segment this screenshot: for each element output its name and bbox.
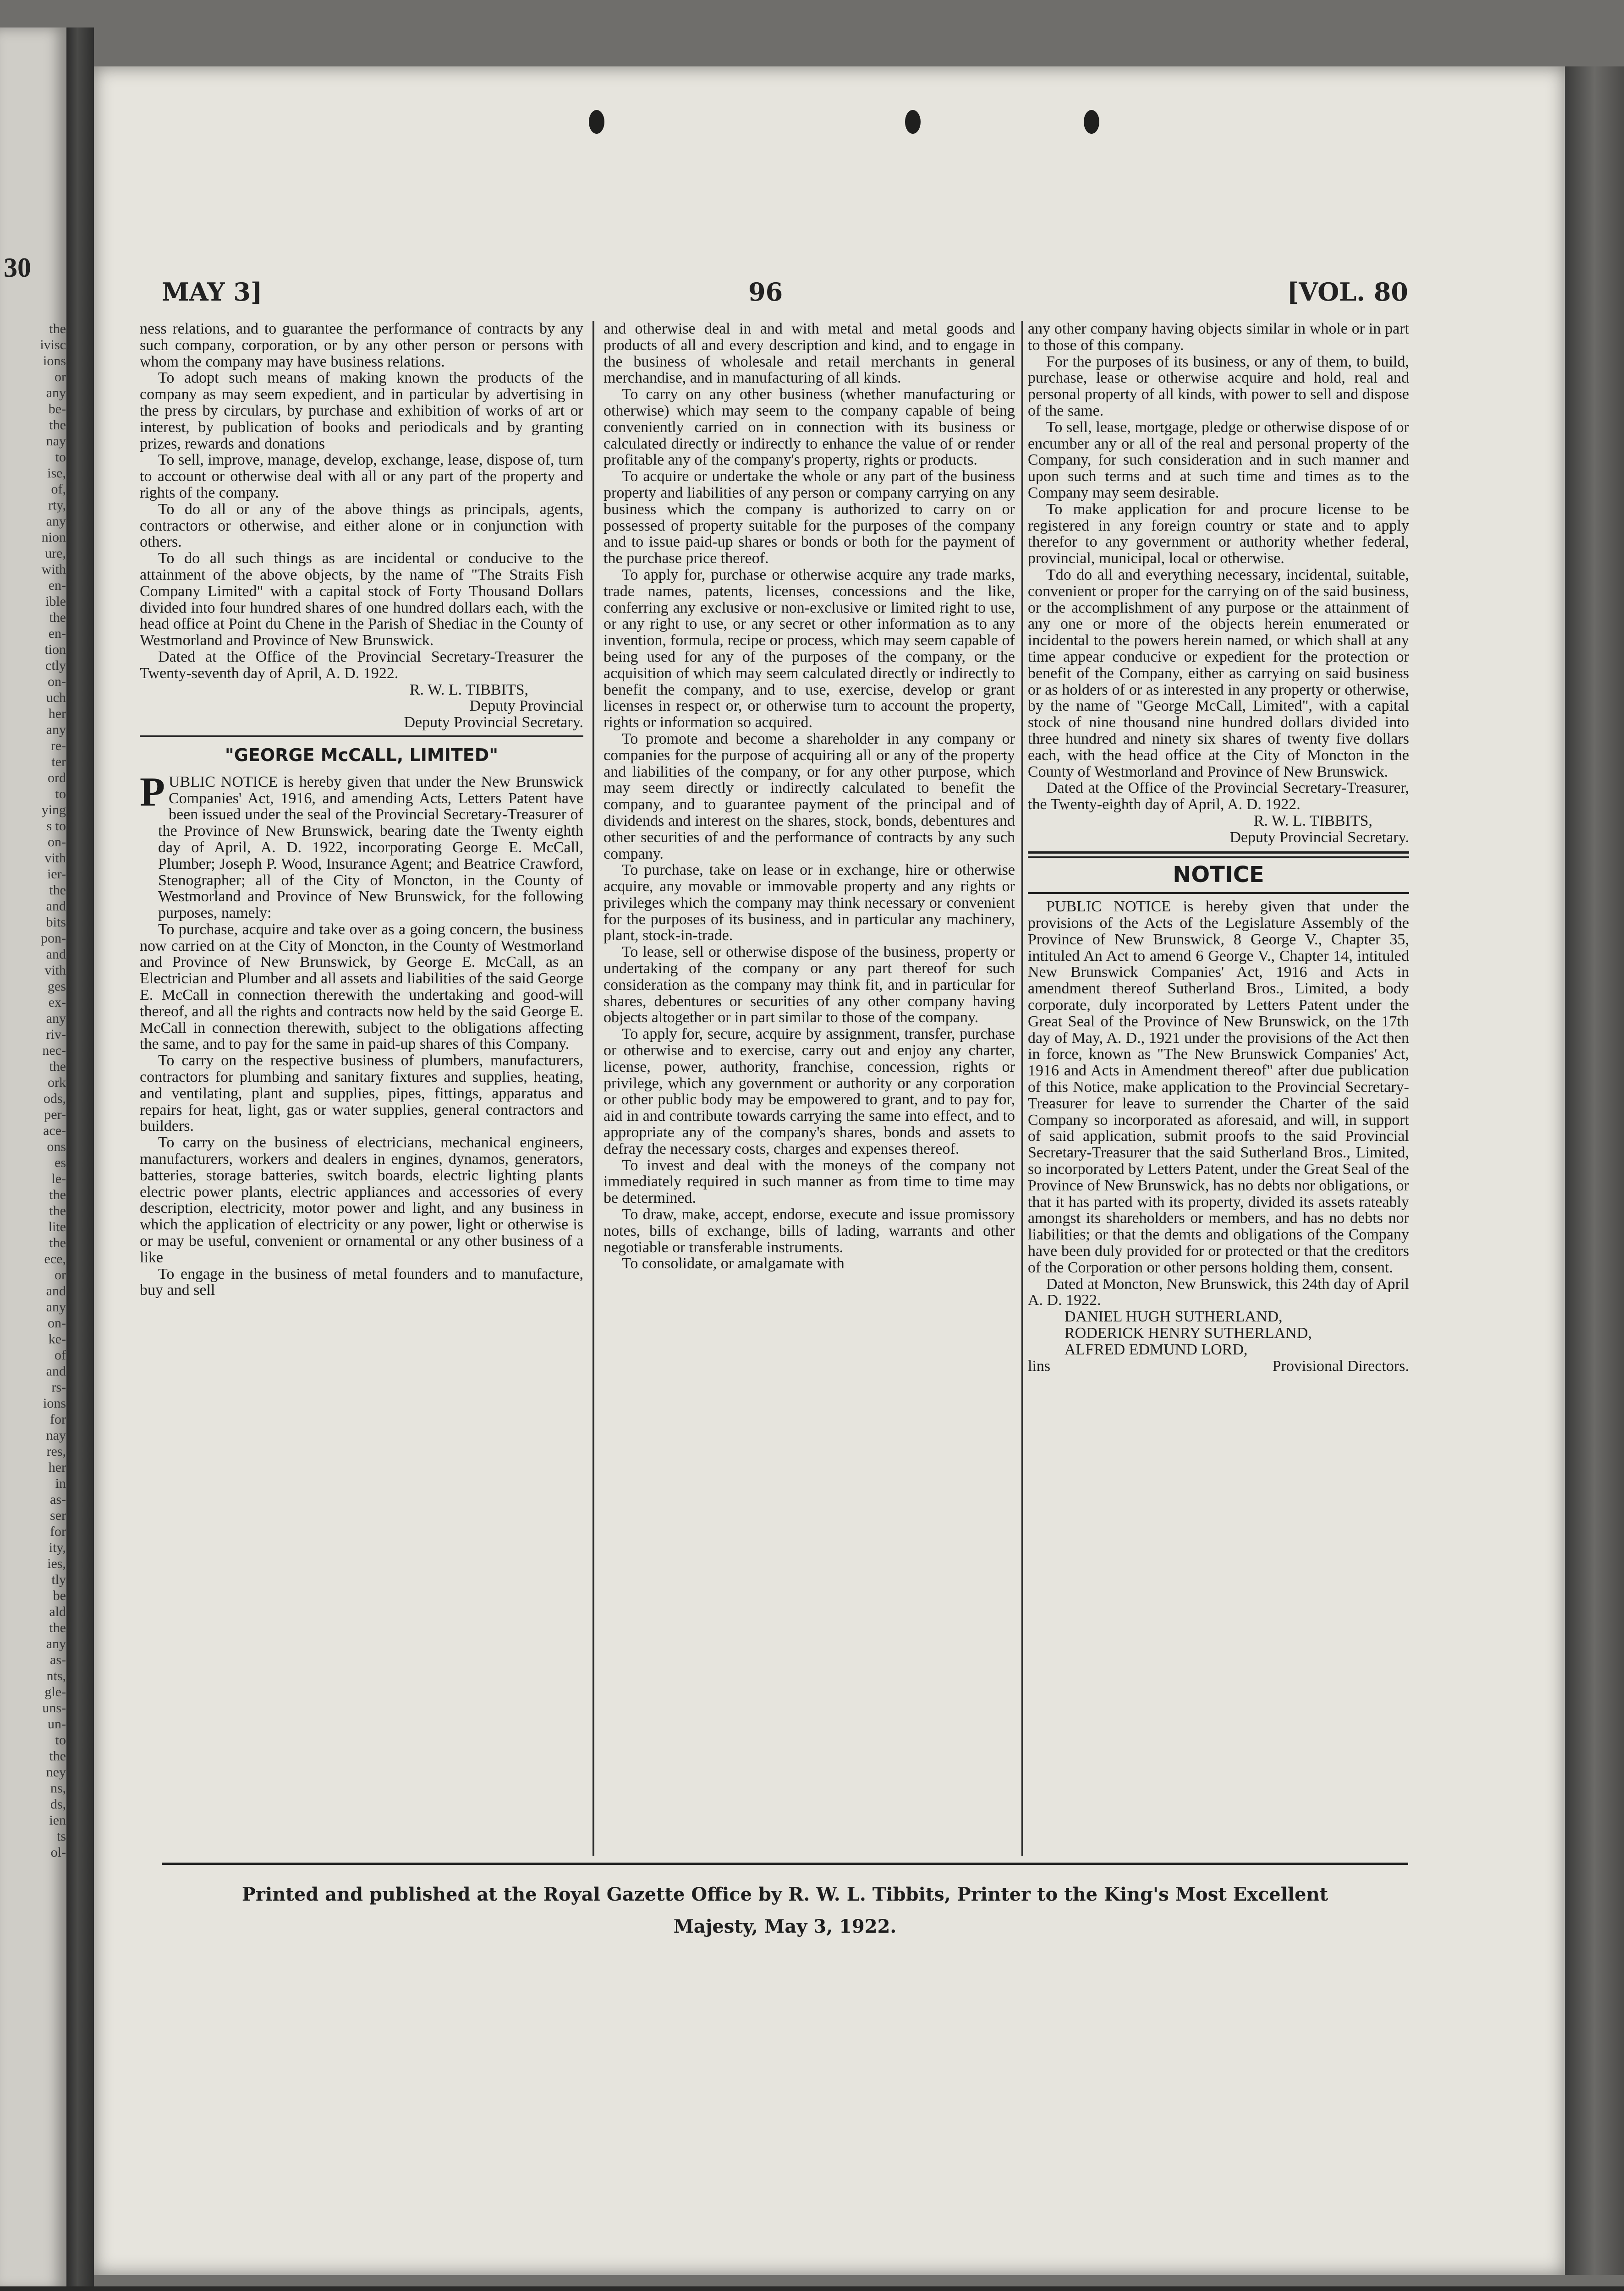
margin-fragment: or <box>55 369 66 384</box>
paragraph: ALFRED EDMUND LORD, <box>1064 1341 1248 1358</box>
paragraph: To make application for and procure license to be registered in any foreign country or state and to apply therefor to any government or authority whether federal, provincial, municipal, local or otherwise. <box>1028 500 1409 567</box>
margin-fragment: ald <box>49 1604 66 1619</box>
imprint-footer <box>162 1879 1408 1943</box>
paragraph: Tdo do all and everything necessary, incidental, suitable, convenient or proper for the carrying on of the said business, or the accomplishment of any purpose or the attainment of any one or more of the objects herein enumerated or incidental to the powers herein named, or which shall at any time appear conducive or expedient for the protection or benefit of the Company, either as carrying on said business or as holders of or as interested in any property or otherwise, by the name of "George McCall, Limited", with a capital stock of nine thousand nine hundred dollars divided into three hundred and ninety six shares of twenty five dollars each, with the head office at the City of Moncton in the County of Westmorland and Province of New Brunswick. <box>1028 566 1409 780</box>
margin-fragment: ity, <box>49 1540 66 1555</box>
margin-fragment: the <box>49 610 66 625</box>
margin-fragment: bits <box>46 915 66 930</box>
margin-fragment: her <box>48 1460 66 1475</box>
drop-cap: P <box>140 769 165 815</box>
paragraph: To lease, sell or otherwise dispose of the business, property or undertaking of the company or any part thereof for such consideration as the company may think fit, and in particular for shares, debentures or securities of any other company having objects altogether or in part similar to those of the company. <box>604 943 1015 1026</box>
margin-fragment: rty, <box>48 498 66 513</box>
margin-fragment: be <box>53 1588 66 1603</box>
margin-fragment: en- <box>48 578 66 593</box>
margin-fragment: ivisc <box>40 337 66 352</box>
column-2 <box>604 321 1015 1272</box>
margin-fragment: nay <box>46 433 66 449</box>
margin-fragment: ier- <box>47 866 66 882</box>
col2-paragraphs <box>604 321 1015 1272</box>
margin-fragment: vith <box>44 963 66 978</box>
paragraph: To do all or any of the above things as principals, agents, contractors or otherwise, and either alone or in conjunction with others. <box>140 500 583 551</box>
notice-body <box>1028 899 1409 1309</box>
column-3 <box>1028 321 1409 1374</box>
paragraph: To carry on the business of electricians, mechanical engineers, manufacturers, workers and dealers in engines, dynamos, generators, batteries, storage batteries, switch boards, electric lighting plants electric power plants, electric appliances and accessories of every description, electricity, motor power and light, and any business in which the application of electricity or any power, light or otherwise is or may be useful, convenient or ornamental or any other business of a like <box>140 1134 583 1266</box>
margin-fragment: to <box>55 449 66 465</box>
margin-fragment: the <box>49 1235 66 1250</box>
paragraph: ness relations, and to guarantee the performance of contracts by any such company, corporation, or by any other person or persons with whom the company may have business relations. <box>140 320 583 370</box>
margin-fragment: the <box>49 1059 66 1074</box>
paragraph: any other company having objects similar in whole or in part to those of this company. <box>1028 320 1409 354</box>
margin-fragment: ter <box>51 754 66 769</box>
punch-hole <box>1084 110 1099 134</box>
paragraph: To promote and become a shareholder in any company or companies for the purpose of acquiring all or any of the property and liabilities of the company, or for any other purpose, which may seem directly or indirectly calculated to benefit the company, and to guarantee payment of the principal and of dividends and interest on the shares, stock, bonds, debentures and other securities of and the performance of contracts by any such company. <box>604 730 1015 862</box>
paragraph: To apply for, secure, acquire by assignment, transfer, purchase or otherwise and to exercise, carry out and enjoy any charter, license, power, authority, franchise, concession, rights or privilege, which any government or authority or any corporation or other public body may be empowered to grant, and to pay for, aid in and contribute towards carrying the same into effect, and to appropriate any of the company's shares, bonds and assets to defray the necessary costs, charges and expenses thereof. <box>604 1025 1015 1157</box>
header-volume: [VOL. 80 <box>1287 277 1408 307</box>
margin-fragment: for <box>50 1412 66 1427</box>
paragraph: To engage in the business of metal founders and to manufacture, buy and sell <box>140 1265 583 1299</box>
signature-title: Deputy Provincial Secretary. <box>404 714 583 731</box>
signature-title: Deputy Provincial <box>469 697 583 715</box>
paragraph: To sell, lease, mortgage, pledge or otherwise dispose of or encumber any or all of the real and personal property of the Company, for such consideration and in such manner and upon such terms and at such time and times as to the Company may seem desirable. <box>1028 418 1409 501</box>
margin-fragment: any <box>46 1011 66 1026</box>
imprint-line: Printed and published at the Royal Gazette Office by R. W. L. Tibbits, Printer to the King's Most Excellent <box>241 1884 1328 1905</box>
margin-fragment: for <box>50 1524 66 1539</box>
margin-fragment: as- <box>50 1492 66 1507</box>
paragraph: PUBLIC NOTICE is hereby given that under the provisions of the Acts of the Legislature Assembly of the Province of New Brunswick, 8 George V., Chapter 35, intituled An Act to amend 6 George V., Chapter 14, intituled New Brunswick Companies' Act, 1916 and Acts in amendment thereof Sutherland Bros., Limited, a body corporate, duly incorporated by Letters Patent under the Great Seal of the Province of New Brunswick, on the 17th day of May, A. D., 1921 under the provisions of the Act then in force, known as "The New Brunswick Companies' Act, 1916 and Acts in Amendment thereof" after due publication of this Notice, make application to the Provincial Secretary-Treasurer for leave to surrender the Charter of the said Company so incorporated as aforesaid, and will, in support of said application, submit proofs to the said Provincial Secretary-Treasurer that the said Sutherland Bros., Limited, so incorporated by Letters Patent, under the Great Seal of the Province of New Brunswick, has no debts nor obligations, or that it has parted with its property, divided its assets rateably amongst its shareholders or members, and has no debts nor liabilities; or that the demts and obligations of the Company have been duly provided for or protected or that the creditors of the Corporation or other persons holding them, consent. <box>1028 898 1409 1276</box>
column-1 <box>140 321 583 1299</box>
margin-fragment: ns, <box>50 1781 66 1796</box>
margin-fragment: ork <box>48 1075 66 1090</box>
margin-fragment: and <box>46 1364 66 1379</box>
paragraph: For the purposes of its business, or any of them, to build, purchase, lease or otherwise acquire and hold, real and personal property of all kinds, with power to sell and dispose of the same. <box>1028 353 1409 419</box>
margin-fragment: and <box>46 947 66 962</box>
paragraph: To draw, make, accept, endorse, execute and issue promissory notes, bills of exchange, bills of lading, warrants and other negotiable or transferable instruments. <box>604 1206 1015 1256</box>
margin-fragment: uns- <box>42 1700 66 1716</box>
margin-fragment: nec- <box>42 1043 66 1058</box>
scan-background <box>0 2286 1624 2291</box>
col1-paragraphs <box>140 921 583 1299</box>
margin-fragment: ions <box>43 1396 66 1411</box>
section-rule <box>140 735 583 737</box>
directors-role: Provisional Directors. <box>1272 1357 1409 1375</box>
paragraph: and otherwise deal in and with metal and metal goods and products of all and every description and kind, and to engage in the business of wholesale and retail merchants in general merchandise, and in manufacturing of all kinds. <box>604 320 1015 387</box>
paragraph: RODERICK HENRY SUTHERLAND, <box>1064 1325 1312 1342</box>
margin-fragment: ds, <box>50 1797 66 1812</box>
margin-fragment: ts <box>56 1829 66 1844</box>
signature-name: R. W. L. TIBBITS, <box>1253 812 1372 829</box>
margin-fragment: on- <box>48 834 66 850</box>
margin-fragment: res, <box>46 1444 66 1459</box>
margin-fragment: per- <box>44 1107 66 1122</box>
margin-fragment: en- <box>48 626 66 641</box>
header-page-number: 96 <box>748 277 783 307</box>
margin-fragment: uch <box>46 690 66 705</box>
margin-fragment: gle- <box>44 1684 66 1699</box>
margin-fragment: of <box>55 1348 66 1363</box>
notice-title: NOTICE <box>1173 861 1264 888</box>
margin-fragment: re- <box>50 738 66 753</box>
margin-fragment: or <box>55 1267 66 1283</box>
margin-fragment: ges <box>48 979 66 994</box>
margin-fragment: ure, <box>45 546 66 561</box>
margin-fragment: be- <box>48 401 66 417</box>
margin-fragment: nay <box>46 1428 66 1443</box>
margin-fragment: ise, <box>47 466 66 481</box>
margin-fragment: nion <box>41 530 66 545</box>
header-date: MAY 3] <box>162 277 263 307</box>
margin-fragment: ods, <box>43 1091 66 1106</box>
margin-fragment: ord <box>48 770 66 785</box>
paragraph: To purchase, acquire and take over as a going concern, the business now carried on at the City of Moncton, in the County of Westmorland and Province of New Brunswick, by George E. McCall, as an Electrician and Plumber and all assets and liabilities of the said George E. McCall in connection therewith the undertaking and good-will thereof, and all the rights and contracts now held by the said George E. McCall in connection therewith, subject to the obligations affecting the same, and to pay for the same in paid-up shares of this Company. <box>140 921 583 1053</box>
margin-fragment: on- <box>48 1315 66 1331</box>
margin-fragment: ney <box>46 1765 66 1780</box>
left-facing-page <box>0 27 66 2291</box>
column-divider <box>1021 321 1023 1856</box>
paragraph: Dated at the Office of the Provincial Secretary-Treasurer the Twenty-seventh day of April, A. D. 1922. <box>140 648 583 682</box>
section-rule <box>1028 851 1409 858</box>
right-page-edge <box>1565 66 1624 2275</box>
margin-fragment: tion <box>44 642 66 657</box>
margin-fragment: rs- <box>51 1380 66 1395</box>
text-fragment: lins <box>1028 1357 1051 1375</box>
margin-fragment: pon- <box>41 931 66 946</box>
margin-fragment: ying <box>41 802 66 817</box>
margin-fragment: and <box>46 1283 66 1299</box>
paragraph: To carry on the respective business of plumbers, manufacturers, contractors for plumbing and sanitary fixtures and supplies, heating, and ventilating, plant and supplies, pipes, fittings, apparatus and repairs for heat, light, gas or water supplies, general contractors and builders. <box>140 1052 583 1135</box>
paragraph: To invest and deal with the moneys of the company not immediately required in such manner as from time to time may be determined. <box>604 1156 1015 1207</box>
margin-fragment: ace- <box>43 1123 66 1138</box>
column-divider <box>593 321 594 1856</box>
margin-fragment: to <box>55 786 66 801</box>
margin-fragment: as- <box>50 1652 66 1667</box>
punch-hole <box>589 110 604 134</box>
margin-fragment: of, <box>51 482 66 497</box>
col3-paragraphs <box>1028 321 1409 813</box>
margin-fragment: ons <box>47 1139 66 1154</box>
paragraph: To acquire or undertake the whole or any part of the business property and liabilities of any person or company carrying on any business which the company is authorized to carry on or possessed of property suitable for the purposes of the company and to issue paid-up shares or bonds or both for the payment of the purchase price thereof. <box>604 468 1015 567</box>
margin-fragment: in <box>55 1476 66 1491</box>
left-page-margin-text <box>2 321 66 1860</box>
paragraph: To adopt such means of making known the products of the company as may seem expedient, and in particular by advertising in the press by circulars, by purchase and exhibition of works of art or interest, by publication of books and periodicals and by granting prizes, rewards and donations <box>140 369 583 452</box>
directors-list <box>1028 1309 1409 1358</box>
margin-fragment: ies, <box>47 1556 66 1571</box>
paragraph: To purchase, take on lease or in exchange, hire or otherwise acquire, any movable or immovable property and any rights or privileges which the company may think necessary or convenient for the purposes of its business, and in particular any machinery, plant, stock-in-trade. <box>604 861 1015 944</box>
gazette-page <box>94 66 1565 2275</box>
margin-fragment: un- <box>48 1716 66 1732</box>
margin-fragment: nts, <box>46 1668 66 1683</box>
margin-fragment: lite <box>48 1219 66 1234</box>
paragraph: DANIEL HUGH SUTHERLAND, <box>1064 1308 1283 1326</box>
margin-fragment: riv- <box>46 1027 66 1042</box>
section-rule <box>1028 892 1409 894</box>
paragraph: To consolidate, or amalgamate with <box>622 1255 845 1272</box>
margin-fragment: the <box>49 1748 66 1764</box>
margin-fragment: ex- <box>48 995 66 1010</box>
signature-title: Deputy Provincial Secretary. <box>1229 828 1409 846</box>
notice-paragraph: PUBLIC NOTICE is hereby given that under the New Brunswick Companies' Act, 1916, and amending Acts, Letters Patent have been issued under the seal of the Provincial Secretary-Treasurer of the Province of New Brunswick, bearing date the Twenty eighth day of April, A. D. 1922, incorporating George E. McCall, Plumber; Joseph P. Wood, Insurance Agent; and Beatrice Crawford, Stenographer; all of the City of Moncton, in the County of Westmorland and Province of New Brunswick, for the following purposes, namely: <box>140 769 583 922</box>
paragraph: To carry on any other business (whether manufacturing or otherwise) which may seem to the company capable of being conveniently carried on in connection with its business or calculated directly or indirectly to enhance the value of or render profitable any of the company's property, rights or products. <box>604 386 1015 469</box>
paragraph: Dated at Moncton, New Brunswick, this 24th day of April A. D. 1922. <box>1028 1275 1409 1309</box>
page-header <box>162 277 1408 314</box>
punch-hole <box>905 110 921 134</box>
margin-fragment: and <box>46 899 66 914</box>
col1-continuation <box>140 321 583 682</box>
margin-fragment: the <box>49 417 66 433</box>
footer-rule <box>162 1863 1408 1865</box>
paragraph: To do all such things as are incidental or conducive to the attainment of the above objects, by the name of "The Straits Fish Company Limited" with a capital stock of Forty Thousand Dollars divided into four hundred shares of one hundred dollars each, with the head office at Point du Chene in the Parish of Shediac in the County of Westmorland and Province of New Brunswick. <box>140 550 583 649</box>
paragraph: To apply for, purchase or otherwise acquire any trade marks, trade names, patents, licenses, concessions and the like, conferring any exclusive or non-exclusive or limited right to use, or any right to use, or any secret or other information as to any invention, formula, recipe or process, which may seem capable of being used for any of the purposes of the company, or the acquisition of which may seem calculated directly or indirectly to benefit the company, and to use, exercise, develop or grant licenses in respect or, or otherwise turn to account the property, rights or information so acquired. <box>604 566 1015 731</box>
margin-fragment: any <box>46 385 66 400</box>
signature-name: R. W. L. TIBBITS, <box>409 681 528 698</box>
imprint-line: Majesty, May 3, 1922. <box>673 1916 897 1937</box>
directors-footer <box>1028 1358 1409 1375</box>
paragraph: Dated at the Office of the Provincial Secretary-Treasurer, the Twenty-eighth day of April, A. D. 1922. <box>1028 779 1409 813</box>
margin-fragment: le- <box>51 1171 66 1186</box>
margin-fragment: ser <box>50 1508 66 1523</box>
margin-fragment: the <box>49 1620 66 1635</box>
margin-fragment: the <box>49 1203 66 1218</box>
margin-fragment: the <box>49 321 66 336</box>
margin-fragment: the <box>49 882 66 898</box>
margin-fragment: es <box>55 1155 66 1170</box>
margin-fragment: ien <box>49 1813 66 1828</box>
margin-fragment: ece, <box>44 1251 66 1266</box>
margin-fragment: ke- <box>48 1332 66 1347</box>
margin-fragment: any <box>46 1636 66 1651</box>
margin-fragment: any <box>46 722 66 737</box>
left-page-number: 30 <box>4 252 31 283</box>
book-spine <box>66 27 94 2291</box>
margin-fragment: vith <box>44 850 66 866</box>
margin-fragment: s to <box>46 818 66 833</box>
margin-fragment: tly <box>51 1572 66 1587</box>
margin-fragment: ions <box>43 353 66 368</box>
margin-fragment: the <box>49 1187 66 1202</box>
margin-fragment: with <box>41 562 66 577</box>
margin-fragment: any <box>46 1299 66 1315</box>
margin-fragment: ible <box>45 594 66 609</box>
margin-fragment: any <box>46 514 66 529</box>
margin-fragment: on- <box>48 674 66 689</box>
margin-fragment: ctly <box>45 658 66 673</box>
paragraph: To sell, improve, manage, develop, exchange, lease, dispose of, turn to account or otherwise deal with all or any part of the property and rights of the company. <box>140 451 583 501</box>
margin-fragment: her <box>48 706 66 721</box>
margin-fragment: to <box>55 1732 66 1748</box>
margin-fragment: ol- <box>50 1845 66 1860</box>
section-title: "GEORGE McCALL, LIMITED" <box>225 745 499 765</box>
